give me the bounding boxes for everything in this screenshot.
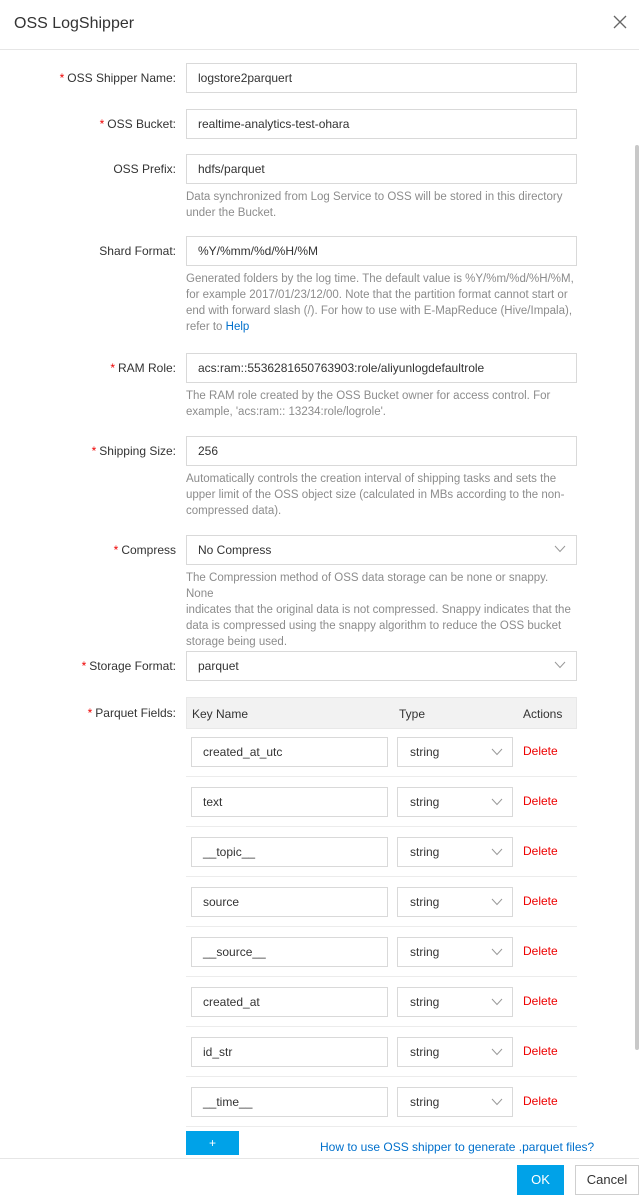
prefix-input[interactable]: hdfs/parquet — [186, 154, 577, 184]
scrollbar[interactable] — [635, 145, 639, 1050]
parquet-help-link[interactable]: How to use OSS shipper to generate .parquet files? — [320, 1140, 595, 1154]
table-row — [186, 1027, 577, 1077]
key-name-input[interactable]: text — [191, 787, 388, 817]
delete-button[interactable]: Delete — [523, 944, 558, 958]
chevron-down-icon — [491, 748, 503, 756]
delete-button[interactable]: Delete — [523, 1094, 558, 1108]
help-link[interactable]: Help — [225, 321, 250, 333]
type-select[interactable] — [397, 937, 513, 967]
key-name-input[interactable]: id_str — [191, 1037, 388, 1067]
shipper-name-label: * OSS Shipper Name: — [59, 71, 176, 85]
type-select-value: string — [410, 745, 440, 759]
key-name-input[interactable]: created_at_utc — [191, 737, 388, 767]
type-select[interactable] — [397, 987, 513, 1017]
chevron-down-icon — [491, 848, 503, 856]
type-select[interactable] — [397, 837, 513, 867]
delete-button[interactable]: Delete — [523, 794, 558, 808]
type-select-value: string — [410, 795, 440, 809]
shipper-name-input[interactable]: logstore2parquert — [186, 63, 577, 93]
storage-format-select-value: parquet — [198, 659, 239, 673]
cancel-button[interactable]: Cancel — [575, 1165, 639, 1195]
key-name-input[interactable]: __topic__ — [191, 837, 388, 867]
prefix-help: Data synchronized from Log Service to OSS will be stored in this directory under the Bucket. — [186, 191, 563, 219]
col-type: Type — [399, 707, 426, 721]
bucket-label: * OSS Bucket: — [99, 117, 176, 131]
shard-format-input[interactable]: %Y/%mm/%d/%H/%M — [186, 236, 577, 266]
compress-help: The Compression method of OSS data storage can be none or snappy. None indicates that the original data is not compressed. Snappy indicates that the data is compressed using the snappy algorithm to reduce the OSS bucket storage being used. — [186, 572, 571, 648]
dialog-title: OSS LogShipper — [14, 15, 135, 32]
key-name-input[interactable]: created_at — [191, 987, 388, 1017]
shipping-size-help: Automatically controls the creation interval of shipping tasks and sets the upper limit of the OSS object size (calculated in MBs according to the non- compressed data). — [186, 473, 565, 517]
delete-button[interactable]: Delete — [523, 894, 558, 908]
table-row — [186, 1077, 577, 1127]
type-select-value: string — [410, 1095, 440, 1109]
table-row — [186, 777, 577, 827]
parquet-fields-table — [186, 697, 577, 1127]
key-name-input[interactable]: source — [191, 887, 388, 917]
ok-button[interactable]: OK — [517, 1165, 564, 1195]
storage-format-select[interactable] — [186, 651, 577, 681]
ram-role-label: * RAM Role: — [110, 361, 176, 375]
compress-label: * Compress — [113, 543, 176, 557]
table-header — [186, 697, 577, 729]
type-select-value: string — [410, 895, 440, 909]
key-name-input[interactable]: __time__ — [191, 1087, 388, 1117]
col-key-name: Key Name — [192, 707, 249, 721]
shipping-size-input[interactable]: 256 — [186, 436, 577, 466]
type-select[interactable] — [397, 1087, 513, 1117]
delete-button[interactable]: Delete — [523, 994, 558, 1008]
type-select-value: string — [410, 995, 440, 1009]
ram-role-input[interactable]: acs:ram::5536281650763903:role/aliyunlogdefaultrole — [186, 353, 577, 383]
chevron-down-icon — [491, 1048, 503, 1056]
dialog-header — [0, 0, 639, 50]
type-select[interactable] — [397, 737, 513, 767]
shard-format-help: Generated folders by the log time. The default value is %Y/%m/%d/%H/%M, for example 2017/01/23/12/00. Note that the partition format cannot start or end with forward slash (/). For how to use with E-MapReduce (Hive/Impala), refer to Help — [186, 273, 574, 333]
type-select-value: string — [410, 945, 440, 959]
table-row — [186, 977, 577, 1027]
delete-button[interactable]: Delete — [523, 844, 558, 858]
type-select[interactable] — [397, 1037, 513, 1067]
chevron-down-icon — [491, 948, 503, 956]
chevron-down-icon — [554, 545, 566, 553]
delete-button[interactable]: Delete — [523, 1044, 558, 1058]
shipping-size-label: * Shipping Size: — [91, 444, 176, 458]
parquet-fields-label: * Parquet Fields: — [87, 706, 176, 720]
table-row — [186, 927, 577, 977]
type-select-value: string — [410, 1045, 440, 1059]
key-name-input[interactable]: __source__ — [191, 937, 388, 967]
compress-select-value: No Compress — [198, 543, 272, 557]
shard-format-label: Shard Format: — [99, 244, 176, 258]
ram-role-help: The RAM role created by the OSS Bucket owner for access control. For example, 'acs:ram:: 13234:role/logrole'. — [186, 390, 551, 418]
chevron-down-icon — [554, 661, 566, 669]
table-row — [186, 827, 577, 877]
chevron-down-icon — [491, 998, 503, 1006]
type-select[interactable] — [397, 787, 513, 817]
table-row — [186, 727, 577, 777]
delete-button[interactable]: Delete — [523, 744, 558, 758]
col-actions: Actions — [523, 707, 563, 721]
type-select-value: string — [410, 845, 440, 859]
chevron-down-icon — [491, 798, 503, 806]
add-field-button[interactable]: + — [186, 1131, 239, 1155]
close-icon[interactable] — [609, 11, 631, 33]
compress-select[interactable] — [186, 535, 577, 565]
chevron-down-icon — [491, 1098, 503, 1106]
bucket-input[interactable]: realtime-analytics-test-ohara — [186, 109, 577, 139]
chevron-down-icon — [491, 898, 503, 906]
storage-format-label: * Storage Format: — [81, 659, 176, 673]
table-row — [186, 877, 577, 927]
prefix-label: OSS Prefix: — [113, 162, 176, 176]
type-select[interactable] — [397, 887, 513, 917]
